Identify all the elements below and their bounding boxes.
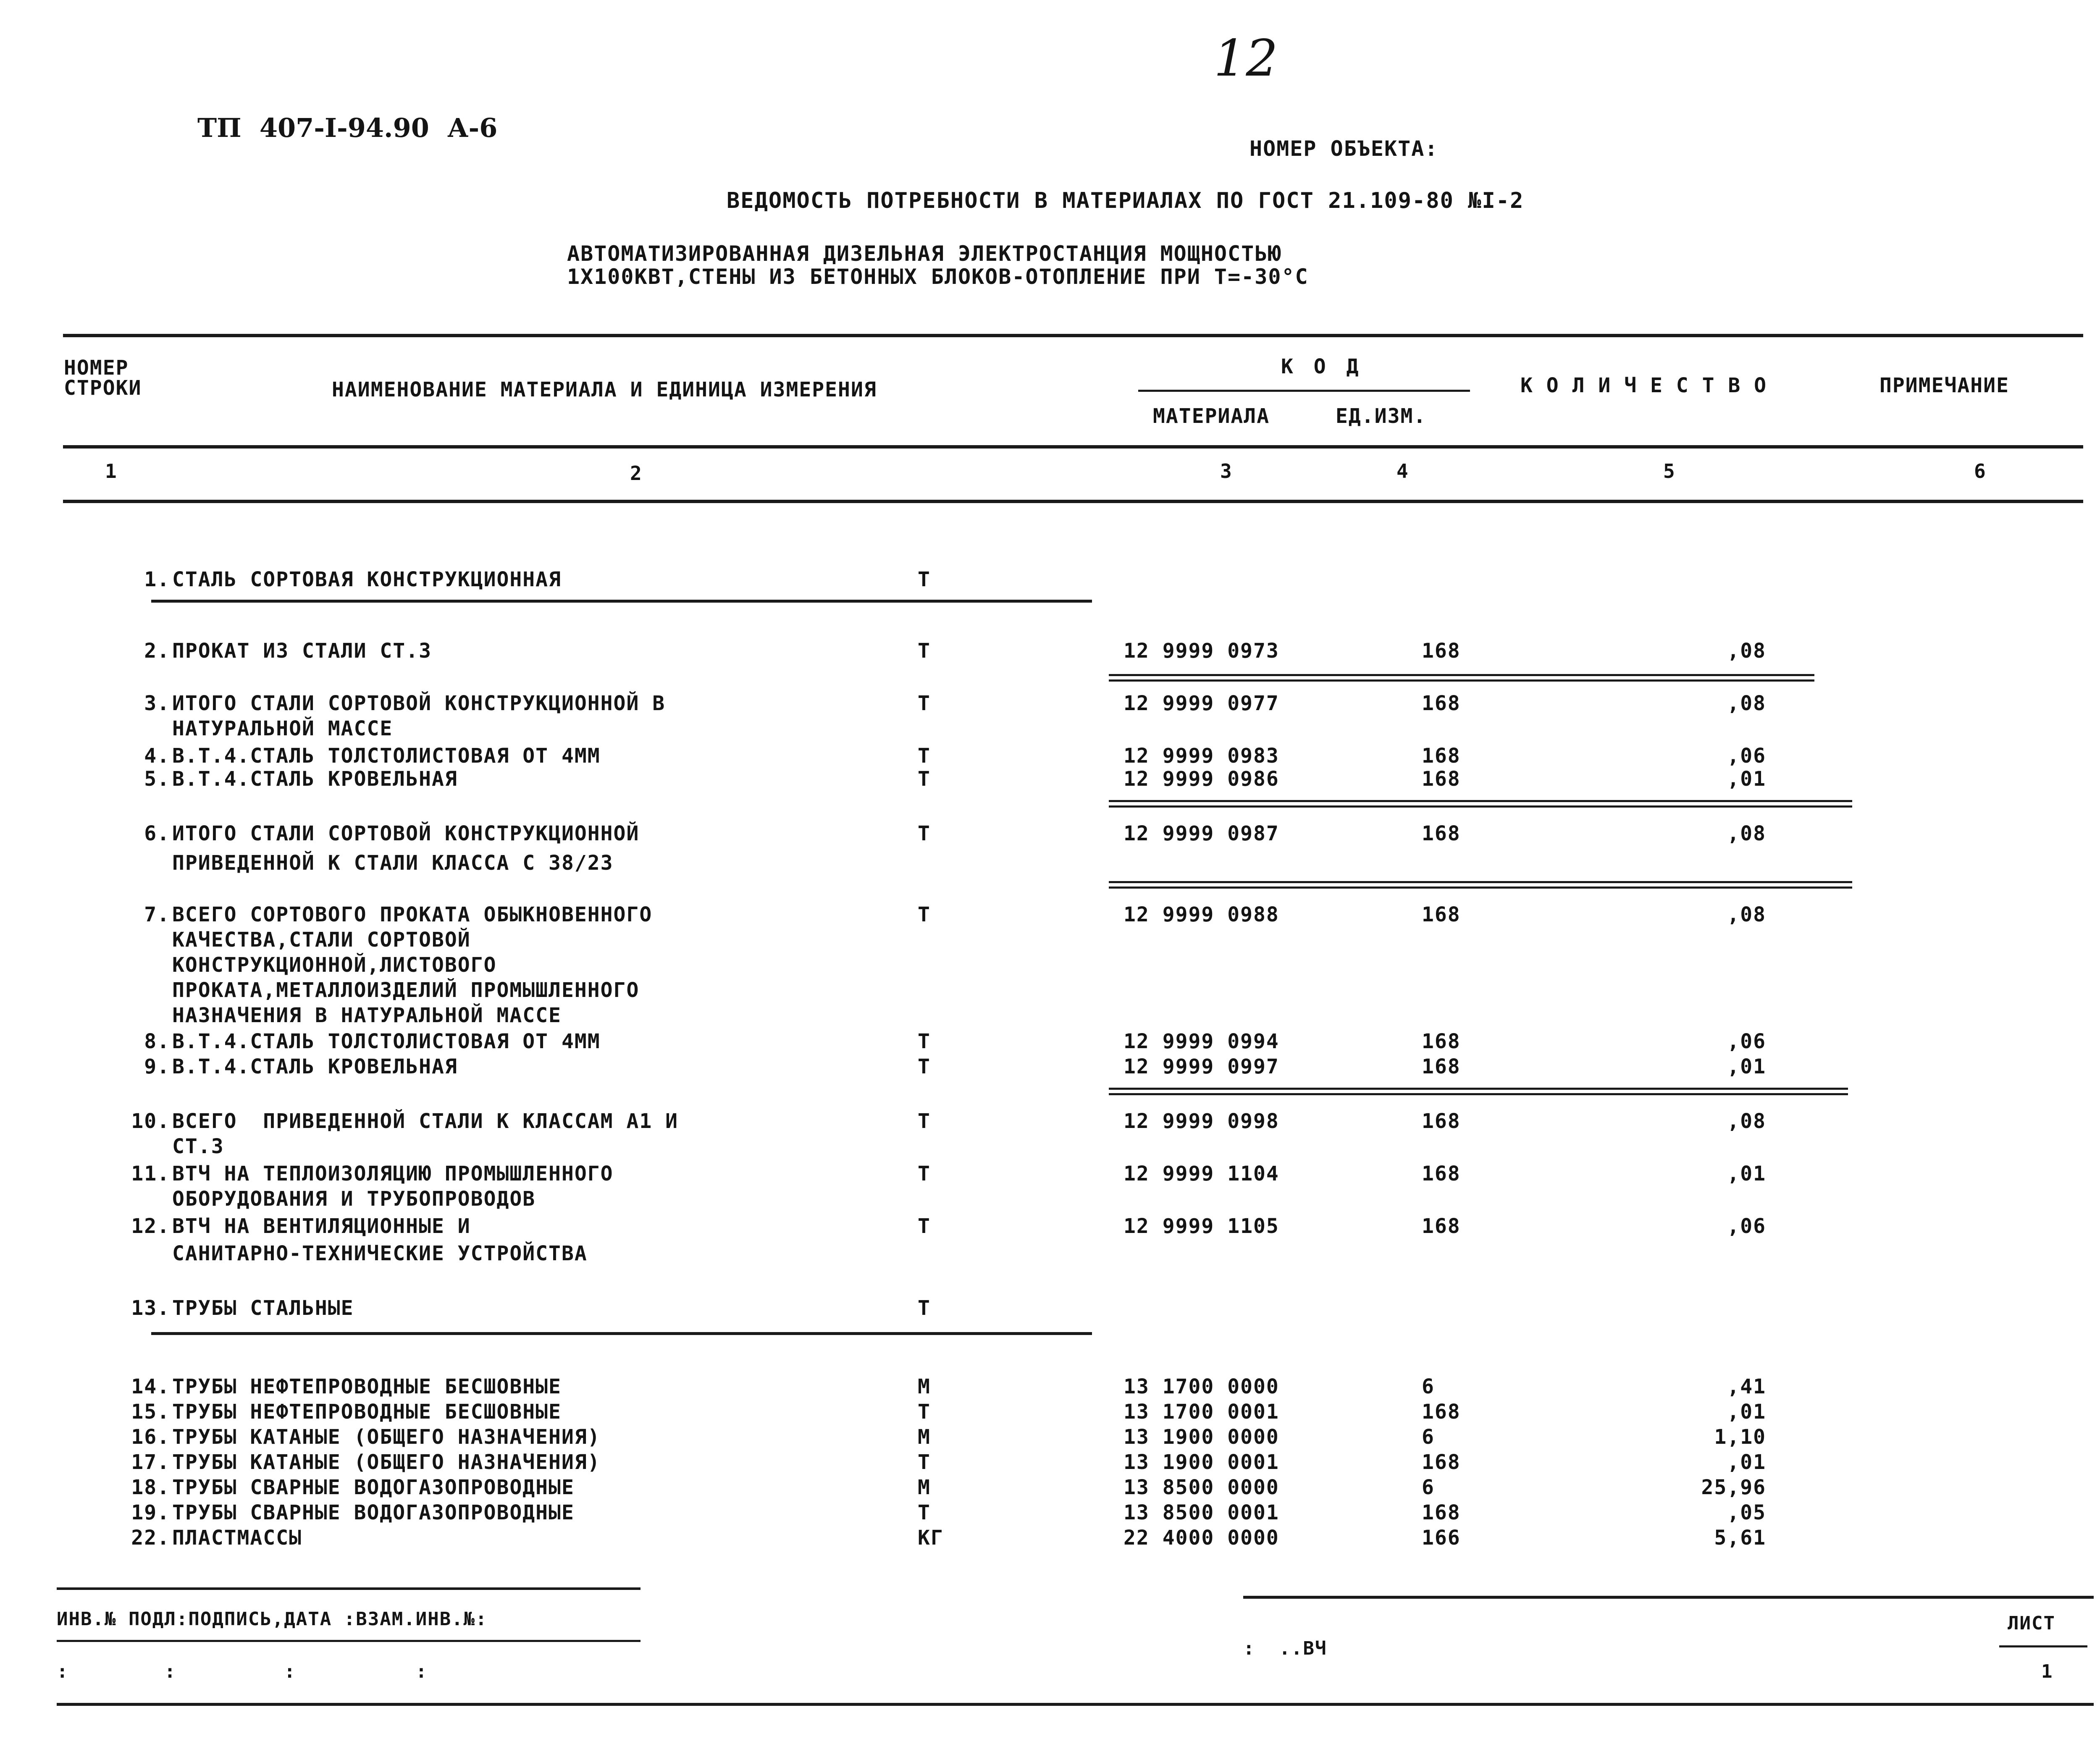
material-name: ТРУБЫ НЕФТЕПРОВОДНЫЕ БЕСШОВНЫЕ (172, 1375, 562, 1398)
material-code: 13 8500 0001 (1124, 1501, 1279, 1524)
material-unit: КГ (918, 1526, 944, 1550)
row-number: 13. (131, 1296, 170, 1320)
quantity: ,41 (1727, 1375, 1766, 1398)
material-name: ТРУБЫ НЕФТЕПРОВОДНЫЕ БЕСШОВНЫЕ (172, 1400, 562, 1424)
material-name: ПРОКАТ ИЗ СТАЛИ СТ.3 (172, 639, 432, 663)
document-subtitle-line1: АВТОМАТИЗИРОВАННАЯ ДИЗЕЛЬНАЯ ЭЛЕКТРОСТАНЦИЯ МОЩНОСТЬЮ (567, 241, 1282, 266)
material-code: 12 9999 0973 (1124, 639, 1279, 663)
row-number: 17. (131, 1450, 170, 1474)
unit-code: 6 (1422, 1476, 1435, 1499)
stamp-labels: ИНВ.№ ПОДЛ:ПОДПИСЬ,ДАТА :ВЗАМ.ИНВ.№: (57, 1608, 488, 1630)
row-number: 12. (131, 1214, 170, 1238)
header-top-rule (63, 334, 2083, 337)
header-name: НАИМЕНОВАНИЕ МАТЕРИАЛА И ЕДИНИЦА ИЗМЕРЕНИЯ (332, 378, 877, 401)
unit-code: 168 (1422, 767, 1461, 791)
header-mid-rule (63, 445, 2083, 449)
row-number: 15. (131, 1400, 170, 1424)
material-name: В.Т.4.СТАЛЬ КРОВЕЛЬНАЯ (172, 767, 458, 791)
material-name: ИТОГО СТАЛИ СОРТОВОЙ КОНСТРУКЦИОННОЙ (172, 822, 640, 845)
colnum-5: 5 (1663, 460, 1675, 483)
row-number: 8. (144, 1030, 170, 1053)
material-name: ТРУБЫ СТАЛЬНЫЕ (172, 1296, 354, 1320)
material-code: 12 9999 0994 (1124, 1030, 1279, 1053)
row-number: 11. (131, 1162, 170, 1186)
material-name: ВСЕГО СОРТОВОГО ПРОКАТА ОБЫКНОВЕННОГО (172, 903, 653, 926)
material-code: 12 9999 0997 (1124, 1055, 1279, 1078)
unit-code: 168 (1422, 1400, 1461, 1424)
row-number: 5. (144, 767, 170, 791)
header-code-unit: ЕД.ИЗМ. (1336, 404, 1427, 428)
material-unit: Т (918, 1296, 931, 1320)
total-separator (1109, 1088, 1848, 1095)
total-separator (1109, 881, 1852, 889)
row-number: 6. (144, 822, 170, 845)
material-unit: Т (918, 1501, 931, 1524)
sheet-number: 1 (2041, 1661, 2053, 1682)
section-underline (151, 600, 1092, 603)
unit-code: 166 (1422, 1526, 1461, 1550)
row-number: 19. (131, 1501, 170, 1524)
material-name-line2: СТ.3 (172, 1135, 224, 1158)
material-unit: Т (918, 1030, 931, 1053)
document-code: ТП 407-I-94.90 А-6 (197, 113, 498, 143)
unit-code: 168 (1422, 1501, 1461, 1524)
quantity: ,08 (1727, 822, 1766, 845)
unit-code: 6 (1422, 1425, 1435, 1449)
sheet-label: ЛИСТ (2008, 1613, 2055, 1634)
material-name: ТРУБЫ СВАРНЫЕ ВОДОГАЗОПРОВОДНЫЕ (172, 1476, 575, 1499)
unit-code: 168 (1422, 692, 1461, 715)
unit-code: 168 (1422, 1450, 1461, 1474)
total-separator (1109, 674, 1814, 682)
material-code: 13 1700 0000 (1124, 1375, 1279, 1398)
sheet-divider (1999, 1645, 2087, 1647)
header-row-no-2: СТРОКИ (64, 376, 142, 400)
header-bottom-rule (63, 500, 2083, 503)
material-code: 22 4000 0000 (1124, 1526, 1279, 1550)
material-code: 12 9999 0977 (1124, 692, 1279, 715)
material-name-line2: САНИТАРНО-ТЕХНИЧЕСКИЕ УСТРОЙСТВА (172, 1242, 588, 1265)
material-name: ВТЧ НА ВЕНТИЛЯЦИОННЫЕ И (172, 1214, 471, 1238)
material-unit: Т (918, 744, 931, 768)
material-unit: М (918, 1476, 931, 1499)
unit-code: 168 (1422, 639, 1461, 663)
row-number: 2. (144, 639, 170, 663)
row-number: 10. (131, 1109, 170, 1133)
sheet-handwritten-mark: 12 (1214, 29, 1278, 88)
quantity: ,06 (1727, 744, 1766, 768)
stamp-top-rule (57, 1587, 640, 1590)
material-name: ИТОГО СТАЛИ СОРТОВОЙ КОНСТРУКЦИОННОЙ В (172, 692, 666, 715)
material-code: 12 9999 0986 (1124, 767, 1279, 791)
quantity: ,01 (1727, 1055, 1766, 1078)
material-name: ВСЕГО ПРИВЕДЕННОЙ СТАЛИ К КЛАССАМ А1 И (172, 1109, 679, 1133)
unit-code: 168 (1422, 1030, 1461, 1053)
material-code: 12 9999 1104 (1124, 1162, 1279, 1186)
material-unit: Т (918, 767, 931, 791)
material-name: ТРУБЫ КАТАНЫЕ (ОБЩЕГО НАЗНАЧЕНИЯ) (172, 1425, 601, 1449)
unit-code: 168 (1422, 1109, 1461, 1133)
section-underline (151, 1332, 1092, 1335)
unit-code: 168 (1422, 822, 1461, 845)
header-code-material: МАТЕРИАЛА (1153, 404, 1270, 428)
row-number: 22. (131, 1526, 170, 1550)
header-note: ПРИМЕЧАНИЕ (1880, 374, 2009, 397)
header-code-rule (1138, 390, 1470, 392)
material-name: В.Т.4.СТАЛЬ ТОЛСТОЛИСТОВАЯ ОТ 4ММ (172, 744, 601, 768)
unit-code: 168 (1422, 1162, 1461, 1186)
row-number: 9. (144, 1055, 170, 1078)
material-code: 13 1700 0001 (1124, 1400, 1279, 1424)
material-name: СТАЛЬ СОРТОВАЯ КОНСТРУКЦИОННАЯ (172, 568, 562, 591)
quantity: ,01 (1727, 1162, 1766, 1186)
material-name: В.Т.4.СТАЛЬ КРОВЕЛЬНАЯ (172, 1055, 458, 1078)
stamp-mid-rule (57, 1640, 640, 1642)
material-unit: Т (918, 1055, 931, 1078)
colnum-6: 6 (1974, 460, 1986, 483)
total-separator (1109, 800, 1852, 808)
material-code: 12 9999 0983 (1124, 744, 1279, 768)
quantity: ,01 (1727, 1450, 1766, 1474)
material-unit: М (918, 1425, 931, 1449)
quantity: ,08 (1727, 639, 1766, 663)
title-block-top-rule (1243, 1596, 2094, 1599)
material-unit: Т (918, 1400, 931, 1424)
header-code: К О Д (1281, 355, 1363, 378)
unit-code: 168 (1422, 1055, 1461, 1078)
material-unit: Т (918, 1109, 931, 1133)
material-name-line3: КОНСТРУКЦИОННОЙ,ЛИСТОВОГО (172, 953, 497, 977)
quantity: ,06 (1727, 1030, 1766, 1053)
document-title: ВЕДОМОСТЬ ПОТРЕБНОСТИ В МАТЕРИАЛАХ ПО ГОСТ 21.109-80 №I-2 (727, 188, 1524, 213)
material-unit: М (918, 1375, 931, 1398)
material-code: 12 9999 1105 (1124, 1214, 1279, 1238)
material-unit: Т (918, 1450, 931, 1474)
material-name-line4: ПРОКАТА,МЕТАЛЛОИЗДЕЛИЙ ПРОМЫШЛЕННОГО (172, 978, 640, 1002)
material-code: 12 9999 0987 (1124, 822, 1279, 845)
colnum-2: 2 (630, 462, 642, 485)
quantity: ,08 (1727, 692, 1766, 715)
stamp-cells: : : : : (57, 1661, 428, 1682)
material-name-line2: КАЧЕСТВА,СТАЛИ СОРТОВОЙ (172, 928, 471, 952)
title-block-code: : ..ВЧ (1243, 1638, 1327, 1659)
quantity: ,08 (1727, 1109, 1766, 1133)
material-name: ТРУБЫ СВАРНЫЕ ВОДОГАЗОПРОВОДНЫЕ (172, 1501, 575, 1524)
material-name: В.Т.4.СТАЛЬ ТОЛСТОЛИСТОВАЯ ОТ 4ММ (172, 1030, 601, 1053)
row-number: 18. (131, 1476, 170, 1499)
header-quantity: К О Л И Ч Е С Т В О (1520, 374, 1767, 397)
document-subtitle-line2: 1Х100КВТ,СТЕНЫ ИЗ БЕТОННЫХ БЛОКОВ-ОТОПЛЕНИЕ ПРИ Т=-30°С (567, 265, 1309, 289)
material-code: 13 1900 0000 (1124, 1425, 1279, 1449)
colnum-3: 3 (1220, 460, 1232, 483)
material-code: 13 8500 0000 (1124, 1476, 1279, 1499)
row-number: 3. (144, 692, 170, 715)
material-unit: Т (918, 1214, 931, 1238)
material-unit: Т (918, 903, 931, 926)
material-unit: Т (918, 639, 931, 663)
material-name-line5: НАЗНАЧЕНИЯ В НАТУРАЛЬНОЙ МАССЕ (172, 1004, 562, 1027)
material-name: ТРУБЫ КАТАНЫЕ (ОБЩЕГО НАЗНАЧЕНИЯ) (172, 1450, 601, 1474)
object-number-label: НОМЕР ОБЪЕКТА: (1250, 136, 1438, 161)
row-number: 16. (131, 1425, 170, 1449)
material-code: 12 9999 0988 (1124, 903, 1279, 926)
row-number: 14. (131, 1375, 170, 1398)
header-row-no-1: НОМЕР (64, 356, 129, 380)
quantity: 25,96 (1701, 1476, 1766, 1499)
material-name-line2: ПРИВЕДЕННОЙ К СТАЛИ КЛАССА С 38/23 (172, 851, 614, 875)
material-unit: Т (918, 822, 931, 845)
material-unit: Т (918, 568, 931, 591)
material-name: ВТЧ НА ТЕПЛОИЗОЛЯЦИЮ ПРОМЫШЛЕННОГО (172, 1162, 614, 1186)
material-name-line2: НАТУРАЛЬНОЙ МАССЕ (172, 717, 393, 740)
row-number: 7. (144, 903, 170, 926)
colnum-1: 1 (105, 460, 117, 483)
quantity: ,01 (1727, 767, 1766, 791)
colnum-4: 4 (1396, 460, 1408, 483)
material-unit: Т (918, 1162, 931, 1186)
material-name-line2: ОБОРУДОВАНИЯ И ТРУБОПРОВОДОВ (172, 1187, 536, 1211)
material-code: 12 9999 0998 (1124, 1109, 1279, 1133)
footer-bottom-rule (57, 1703, 2094, 1706)
material-name: ПЛАСТМАССЫ (172, 1526, 302, 1550)
quantity: ,06 (1727, 1214, 1766, 1238)
quantity: ,05 (1727, 1501, 1766, 1524)
quantity: 1,10 (1714, 1425, 1766, 1449)
unit-code: 168 (1422, 744, 1461, 768)
material-code: 13 1900 0001 (1124, 1450, 1279, 1474)
quantity: ,01 (1727, 1400, 1766, 1424)
row-number: 1. (144, 568, 170, 591)
material-unit: Т (918, 692, 931, 715)
unit-code: 6 (1422, 1375, 1435, 1398)
unit-code: 168 (1422, 1214, 1461, 1238)
quantity: 5,61 (1714, 1526, 1766, 1550)
quantity: ,08 (1727, 903, 1766, 926)
row-number: 4. (144, 744, 170, 768)
unit-code: 168 (1422, 903, 1461, 926)
